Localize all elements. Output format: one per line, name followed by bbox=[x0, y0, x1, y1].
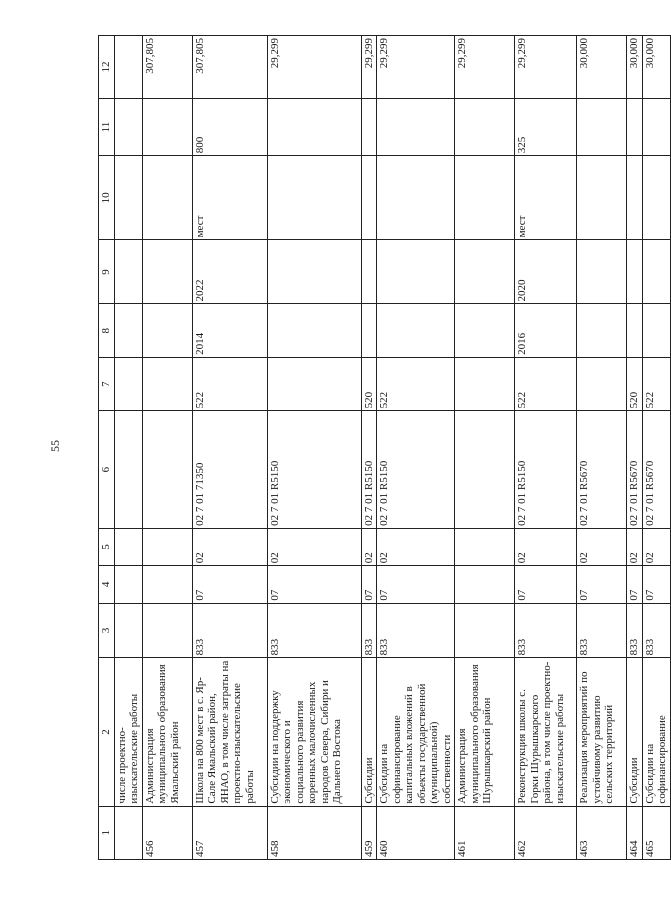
table-row bbox=[455, 36, 515, 860]
header-cell: 11 bbox=[99, 98, 115, 155]
cell-section-code bbox=[142, 566, 192, 603]
cell-section-code: 07 bbox=[515, 566, 577, 603]
cell-capacity bbox=[114, 98, 142, 155]
cell-expense-type: 522 bbox=[192, 357, 267, 410]
cell-capacity bbox=[627, 98, 643, 155]
cell-row-number: 464 bbox=[627, 806, 643, 859]
cell-target-article: 02 7 01 R5150 bbox=[515, 411, 577, 529]
header-cell: 8 bbox=[99, 304, 115, 357]
cell-section-code: 07 bbox=[642, 566, 670, 603]
cell-code-833: 833 bbox=[577, 603, 627, 658]
header-cell: 5 bbox=[99, 528, 115, 565]
cell-row-number: 463 bbox=[577, 806, 627, 859]
cell-end-year: 2022 bbox=[192, 240, 267, 304]
cell-end-year: 2020 bbox=[515, 240, 577, 304]
cell-amount: 29,299 bbox=[515, 36, 577, 99]
cell-start-year bbox=[577, 304, 627, 357]
cell-section-code: 07 bbox=[377, 566, 455, 603]
cell-start-year bbox=[627, 304, 643, 357]
cell-end-year bbox=[642, 240, 670, 304]
cell-expense-type: 522 bbox=[377, 357, 455, 410]
cell-capacity bbox=[577, 98, 627, 155]
cell-unit: мест bbox=[515, 156, 577, 240]
cell-capacity: 325 bbox=[515, 98, 577, 155]
cell-section-code: 07 bbox=[577, 566, 627, 603]
cell-subsection-code: 02 bbox=[267, 528, 361, 565]
table-row bbox=[142, 36, 192, 860]
cell-item-name: Субсидии bbox=[627, 658, 643, 806]
cell-row-number: 461 bbox=[455, 806, 515, 859]
cell-item-name: Администрация муниципального образования Шурышкарский район bbox=[455, 658, 515, 806]
cell-item-name: Субсидии bbox=[361, 658, 377, 806]
cell-target-article: 02 7 01 R5670 bbox=[627, 411, 643, 529]
cell-capacity bbox=[142, 98, 192, 155]
budget-table-rotated bbox=[98, 35, 668, 860]
cell-end-year bbox=[114, 240, 142, 304]
cell-row-number: 456 bbox=[142, 806, 192, 859]
cell-start-year bbox=[361, 304, 377, 357]
cell-start-year bbox=[455, 304, 515, 357]
table-row bbox=[577, 36, 627, 860]
cell-subsection-code bbox=[114, 528, 142, 565]
cell-section-code: 07 bbox=[267, 566, 361, 603]
cell-subsection-code: 02 bbox=[642, 528, 670, 565]
cell-amount: 30,000 bbox=[642, 36, 670, 99]
cell-amount: 29,299 bbox=[377, 36, 455, 99]
table-row bbox=[267, 36, 361, 860]
header-cell: 9 bbox=[99, 240, 115, 304]
cell-start-year bbox=[142, 304, 192, 357]
cell-start-year: 2014 bbox=[192, 304, 267, 357]
cell-unit bbox=[455, 156, 515, 240]
cell-amount: 30,000 bbox=[627, 36, 643, 99]
cell-amount: 307,805 bbox=[142, 36, 192, 99]
cell-capacity bbox=[361, 98, 377, 155]
cell-unit: мест bbox=[192, 156, 267, 240]
table-row bbox=[192, 36, 267, 860]
cell-subsection-code bbox=[142, 528, 192, 565]
cell-code-833: 833 bbox=[377, 603, 455, 658]
cell-target-article: 02 7 01 R5150 bbox=[361, 411, 377, 529]
cell-target-article: 02 7 01 R5670 bbox=[642, 411, 670, 529]
table-row bbox=[627, 36, 643, 860]
cell-unit bbox=[627, 156, 643, 240]
header-cell: 12 bbox=[99, 36, 115, 99]
table-row bbox=[361, 36, 377, 860]
cell-end-year bbox=[377, 240, 455, 304]
cell-row-number: 457 bbox=[192, 806, 267, 859]
cell-item-name: числе проектно-изыскательские работы bbox=[114, 658, 142, 806]
cell-row-number: 459 bbox=[361, 806, 377, 859]
cell-unit bbox=[577, 156, 627, 240]
cell-end-year bbox=[361, 240, 377, 304]
cell-subsection-code: 02 bbox=[627, 528, 643, 565]
cell-end-year bbox=[627, 240, 643, 304]
cell-code-833: 833 bbox=[192, 603, 267, 658]
cell-subsection-code: 02 bbox=[361, 528, 377, 565]
cell-subsection-code: 02 bbox=[377, 528, 455, 565]
cell-code-833: 833 bbox=[361, 603, 377, 658]
cell-target-article bbox=[142, 411, 192, 529]
cell-start-year bbox=[267, 304, 361, 357]
cell-item-name: Школа на 800 мест в с. Яр-Сале Ямальский район, ЯНАО, в том числе затраты на проектно-изыскательские работы bbox=[192, 658, 267, 806]
cell-capacity: 800 bbox=[192, 98, 267, 155]
cell-row-number: 465 bbox=[642, 806, 670, 859]
cell-amount: 307,805 bbox=[192, 36, 267, 99]
cell-expense-type bbox=[455, 357, 515, 410]
cell-amount: 29,299 bbox=[361, 36, 377, 99]
cell-item-name: Субсидии на софинансирование капитальных вложений в объекты государственной (муниципальной) собственности bbox=[377, 658, 455, 806]
cell-expense-type bbox=[142, 357, 192, 410]
cell-code-833 bbox=[142, 603, 192, 658]
cell-item-name: Реализация мероприятий по устойчивому развитию сельских территорий bbox=[577, 658, 627, 806]
cell-expense-type bbox=[114, 357, 142, 410]
header-cell: 7 bbox=[99, 357, 115, 410]
cell-section-code: 07 bbox=[192, 566, 267, 603]
cell-row-number bbox=[114, 806, 142, 859]
cell-end-year bbox=[455, 240, 515, 304]
cell-subsection-code: 02 bbox=[192, 528, 267, 565]
cell-expense-type: 522 bbox=[642, 357, 670, 410]
header-cell: 10 bbox=[99, 156, 115, 240]
cell-start-year bbox=[377, 304, 455, 357]
cell-subsection-code: 02 bbox=[515, 528, 577, 565]
cell-code-833: 833 bbox=[627, 603, 643, 658]
cell-unit bbox=[142, 156, 192, 240]
header-cell: 4 bbox=[99, 566, 115, 603]
cell-row-number: 460 bbox=[377, 806, 455, 859]
cell-target-article: 02 7 01 R5150 bbox=[377, 411, 455, 529]
cell-amount: 29,299 bbox=[455, 36, 515, 99]
header-cell: 6 bbox=[99, 411, 115, 529]
cell-expense-type: 520 bbox=[361, 357, 377, 410]
cell-target-article bbox=[114, 411, 142, 529]
cell-item-name: Субсидии на поддержку экономического и социального развития коренных малочисленных народов Севера, Сибири и Дальнего Востока bbox=[267, 658, 361, 806]
table-row bbox=[114, 36, 142, 860]
cell-section-code bbox=[114, 566, 142, 603]
cell-section-code bbox=[455, 566, 515, 603]
cell-subsection-code bbox=[455, 528, 515, 565]
cell-expense-type: 520 bbox=[627, 357, 643, 410]
header-cell: 1 bbox=[99, 806, 115, 859]
table-row bbox=[515, 36, 577, 860]
cell-unit bbox=[377, 156, 455, 240]
cell-capacity bbox=[455, 98, 515, 155]
cell-item-name: Реконструкция школы с. Горки Шурышкарского района, в том числе проектно-изыскательские работы bbox=[515, 658, 577, 806]
budget-table bbox=[98, 35, 671, 860]
cell-expense-type: 522 bbox=[515, 357, 577, 410]
cell-expense-type bbox=[267, 357, 361, 410]
cell-target-article: 02 7 01 71350 bbox=[192, 411, 267, 529]
cell-start-year bbox=[642, 304, 670, 357]
cell-code-833: 833 bbox=[642, 603, 670, 658]
table-row bbox=[377, 36, 455, 860]
cell-capacity bbox=[642, 98, 670, 155]
cell-unit bbox=[114, 156, 142, 240]
cell-subsection-code: 02 bbox=[577, 528, 627, 565]
cell-code-833: 833 bbox=[267, 603, 361, 658]
cell-item-name: Субсидии на софинансирование bbox=[642, 658, 670, 806]
cell-expense-type bbox=[577, 357, 627, 410]
cell-code-833 bbox=[455, 603, 515, 658]
page-number: 55 bbox=[48, 440, 62, 452]
cell-capacity bbox=[267, 98, 361, 155]
cell-start-year: 2016 bbox=[515, 304, 577, 357]
cell-code-833: 833 bbox=[515, 603, 577, 658]
cell-target-article: 02 7 01 R5150 bbox=[267, 411, 361, 529]
cell-end-year bbox=[577, 240, 627, 304]
header-row bbox=[99, 36, 115, 860]
cell-target-article: 02 7 01 R5670 bbox=[577, 411, 627, 529]
header-cell: 2 bbox=[99, 658, 115, 806]
cell-row-number: 462 bbox=[515, 806, 577, 859]
cell-code-833 bbox=[114, 603, 142, 658]
cell-unit bbox=[267, 156, 361, 240]
header-cell: 3 bbox=[99, 603, 115, 658]
cell-start-year bbox=[114, 304, 142, 357]
cell-amount: 30,000 bbox=[577, 36, 627, 99]
cell-target-article bbox=[455, 411, 515, 529]
cell-section-code: 07 bbox=[361, 566, 377, 603]
cell-end-year bbox=[267, 240, 361, 304]
cell-row-number: 458 bbox=[267, 806, 361, 859]
table-row bbox=[642, 36, 670, 860]
cell-amount: 29,299 bbox=[267, 36, 361, 99]
cell-amount bbox=[114, 36, 142, 99]
cell-unit bbox=[361, 156, 377, 240]
cell-end-year bbox=[142, 240, 192, 304]
cell-unit bbox=[642, 156, 670, 240]
cell-item-name: Администрация муниципального образования Ямальский район bbox=[142, 658, 192, 806]
cell-section-code: 07 bbox=[627, 566, 643, 603]
cell-capacity bbox=[377, 98, 455, 155]
table-body bbox=[114, 36, 670, 860]
